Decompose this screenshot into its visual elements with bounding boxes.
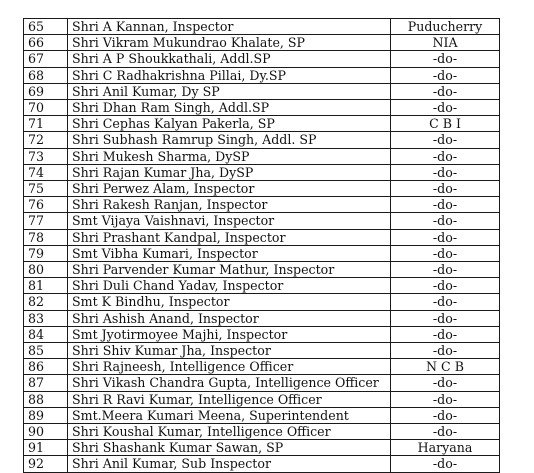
organisation-cell: -do- (391, 424, 500, 440)
table-row (24, 359, 500, 375)
organisation-cell: C B I (391, 116, 500, 132)
serial-number-cell: 70 (24, 100, 68, 116)
organisation-cell: -do- (391, 213, 500, 229)
table-row (24, 148, 500, 164)
name-designation-cell: Shri Subhash Ramrup Singh, Addl. SP (68, 132, 391, 148)
table-row (24, 67, 500, 83)
table-row (24, 262, 500, 278)
table-row (24, 424, 500, 440)
table-row (24, 310, 500, 326)
serial-number-cell: 66 (24, 35, 68, 51)
name-designation-cell: Shri Cephas Kalyan Pakerla, SP (68, 116, 391, 132)
organisation-cell: N C B (391, 359, 500, 375)
table-row (24, 197, 500, 213)
name-designation-cell: Shri Duli Chand Yadav, Inspector (68, 278, 391, 294)
name-designation-cell: Shri Vikram Mukundrao Khalate, SP (68, 35, 391, 51)
name-designation-cell: Shri Parvender Kumar Mathur, Inspector (68, 262, 391, 278)
table-row (24, 294, 500, 310)
table-row (24, 229, 500, 245)
name-designation-cell: Shri Dhan Ram Singh, Addl.SP (68, 100, 391, 116)
table-row (24, 391, 500, 407)
organisation-cell: -do- (391, 67, 500, 83)
organisation-cell: -do- (391, 375, 500, 391)
serial-number-cell: 80 (24, 262, 68, 278)
organisation-cell: -do- (391, 229, 500, 245)
serial-number-cell: 81 (24, 278, 68, 294)
serial-number-cell: 68 (24, 67, 68, 83)
name-designation-cell: Shri Koushal Kumar, Intelligence Officer (68, 424, 391, 440)
table-row (24, 83, 500, 99)
organisation-cell: NIA (391, 35, 500, 51)
serial-number-cell: 84 (24, 326, 68, 342)
serial-number-cell: 82 (24, 294, 68, 310)
name-designation-cell: Shri Rakesh Ranjan, Inspector (68, 197, 391, 213)
serial-number-cell: 71 (24, 116, 68, 132)
serial-number-cell: 90 (24, 424, 68, 440)
name-designation-cell: Shri C Radhakrishna Pillai, Dy.SP (68, 67, 391, 83)
table-row (24, 51, 500, 67)
serial-number-cell: 83 (24, 310, 68, 326)
organisation-cell: Haryana (391, 440, 500, 456)
name-designation-cell: Shri Ashish Anand, Inspector (68, 310, 391, 326)
name-designation-cell: Shri Anil Kumar, Sub Inspector (68, 456, 391, 472)
name-designation-cell: Smt Vibha Kumari, Inspector (68, 245, 391, 261)
organisation-cell: -do- (391, 51, 500, 67)
table-row (24, 245, 500, 261)
organisation-cell: -do- (391, 245, 500, 261)
table-row (24, 116, 500, 132)
name-designation-cell: Smt.Meera Kumari Meena, Superintendent (68, 407, 391, 423)
organisation-cell: -do- (391, 294, 500, 310)
organisation-cell: -do- (391, 148, 500, 164)
table-row (24, 213, 500, 229)
serial-number-cell: 75 (24, 181, 68, 197)
name-designation-cell: Shri Mukesh Sharma, DySP (68, 148, 391, 164)
organisation-cell: -do- (391, 197, 500, 213)
table-row (24, 164, 500, 180)
organisation-cell: -do- (391, 310, 500, 326)
name-designation-cell: Smt Vijaya Vaishnavi, Inspector (68, 213, 391, 229)
name-designation-cell: Shri Anil Kumar, Dy SP (68, 83, 391, 99)
serial-number-cell: 72 (24, 132, 68, 148)
serial-number-cell: 73 (24, 148, 68, 164)
organisation-cell: -do- (391, 262, 500, 278)
table-row (24, 100, 500, 116)
organisation-cell: -do- (391, 132, 500, 148)
table-row (24, 278, 500, 294)
serial-number-cell: 92 (24, 456, 68, 472)
name-designation-cell: Shri Shashank Kumar Sawan, SP (68, 440, 391, 456)
organisation-cell: -do- (391, 83, 500, 99)
serial-number-cell: 67 (24, 51, 68, 67)
name-designation-cell: Shri A Kannan, Inspector (68, 19, 391, 35)
table-row (24, 181, 500, 197)
serial-number-cell: 89 (24, 407, 68, 423)
name-designation-cell: Shri Prashant Kandpal, Inspector (68, 229, 391, 245)
serial-number-cell: 79 (24, 245, 68, 261)
organisation-cell: -do- (391, 456, 500, 472)
serial-number-cell: 87 (24, 375, 68, 391)
serial-number-cell: 69 (24, 83, 68, 99)
table-row (24, 326, 500, 342)
table-row (24, 440, 500, 456)
serial-number-cell: 86 (24, 359, 68, 375)
name-designation-cell: Shri Perwez Alam, Inspector (68, 181, 391, 197)
table-body (24, 19, 500, 473)
table-row (24, 19, 500, 35)
organisation-cell: -do- (391, 326, 500, 342)
serial-number-cell: 65 (24, 19, 68, 35)
serial-number-cell: 76 (24, 197, 68, 213)
serial-number-cell: 88 (24, 391, 68, 407)
serial-number-cell: 74 (24, 164, 68, 180)
name-designation-cell: Smt Jyotirmoyee Majhi, Inspector (68, 326, 391, 342)
organisation-cell: -do- (391, 407, 500, 423)
serial-number-cell: 78 (24, 229, 68, 245)
table-row (24, 35, 500, 51)
organisation-cell: -do- (391, 278, 500, 294)
name-designation-cell: Shri A P Shoukkathali, Addl.SP (68, 51, 391, 67)
serial-number-cell: 85 (24, 343, 68, 359)
name-designation-cell: Shri Shiv Kumar Jha, Inspector (68, 343, 391, 359)
name-designation-cell: Shri R Ravi Kumar, Intelligence Officer (68, 391, 391, 407)
organisation-cell: -do- (391, 391, 500, 407)
name-designation-cell: Shri Vikash Chandra Gupta, Intelligence Officer (68, 375, 391, 391)
table-row (24, 343, 500, 359)
table-row (24, 375, 500, 391)
organisation-cell: -do- (391, 164, 500, 180)
serial-number-cell: 77 (24, 213, 68, 229)
personnel-table (23, 18, 500, 473)
serial-number-cell: 91 (24, 440, 68, 456)
organisation-cell: -do- (391, 100, 500, 116)
organisation-cell: -do- (391, 343, 500, 359)
table-row (24, 132, 500, 148)
name-designation-cell: Shri Rajan Kumar Jha, DySP (68, 164, 391, 180)
table-row (24, 407, 500, 423)
organisation-cell: -do- (391, 181, 500, 197)
organisation-cell: Puducherry (391, 19, 500, 35)
name-designation-cell: Shri Rajneesh, Intelligence Officer (68, 359, 391, 375)
name-designation-cell: Smt K Bindhu, Inspector (68, 294, 391, 310)
table-row (24, 456, 500, 472)
